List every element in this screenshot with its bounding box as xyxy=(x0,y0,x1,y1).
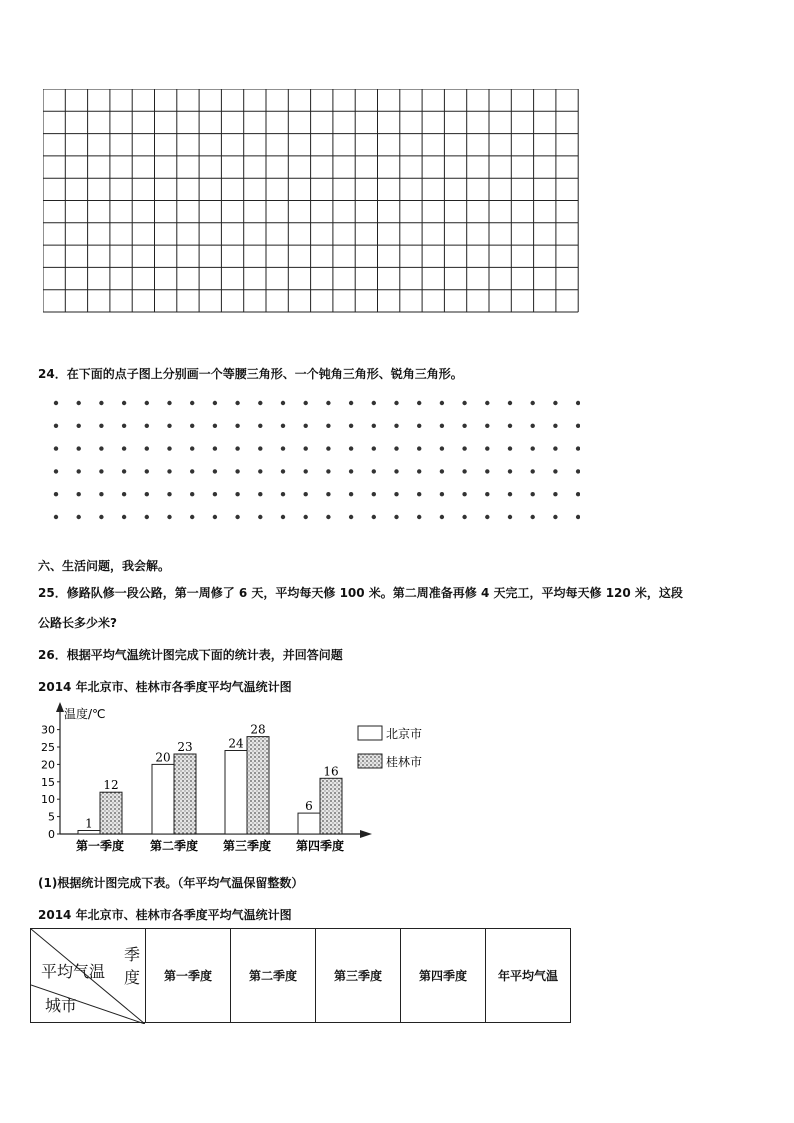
grid-dot xyxy=(167,492,171,496)
grid-dot xyxy=(485,424,489,428)
grid-dot xyxy=(553,401,557,405)
data-label: 16 xyxy=(323,764,339,779)
grid-dot xyxy=(122,515,126,519)
grid-dot xyxy=(576,469,580,473)
grid-dot xyxy=(553,424,557,428)
grid-dot xyxy=(576,492,580,496)
grid-dot xyxy=(258,401,262,405)
grid-dot xyxy=(508,492,512,496)
bar-beijing xyxy=(78,831,100,835)
grid-dot xyxy=(462,469,466,473)
bar-beijing xyxy=(152,764,174,834)
grid-dot xyxy=(326,492,330,496)
grid-dot xyxy=(258,515,262,519)
grid-dot xyxy=(190,424,194,428)
grid-dot xyxy=(281,401,285,405)
grid-dot xyxy=(281,424,285,428)
grid-dot xyxy=(462,401,466,405)
diagonal-header-cell xyxy=(31,929,146,1023)
grid-dot xyxy=(531,515,535,519)
temperature-bar-chart xyxy=(30,700,450,860)
grid-dot xyxy=(258,446,262,450)
bar-beijing xyxy=(298,813,320,834)
header-q4: 第四季度 xyxy=(401,929,486,1023)
grid-dot xyxy=(485,446,489,450)
grid-dot xyxy=(394,424,398,428)
legend-swatch xyxy=(358,754,382,768)
grid-dot xyxy=(304,469,308,473)
chart-title: 2014 年北京市、桂林市各季度平均气温统计图 xyxy=(38,680,292,694)
grid-dot xyxy=(417,515,421,519)
grid-dot xyxy=(167,401,171,405)
dot-grid xyxy=(40,393,580,523)
grid-dot xyxy=(394,492,398,496)
grid-dot xyxy=(258,424,262,428)
data-label: 20 xyxy=(155,750,171,765)
grid-dot xyxy=(576,446,580,450)
grid-dot xyxy=(326,515,330,519)
y-tick-label: 0 xyxy=(48,828,55,841)
grid-dot xyxy=(372,401,376,405)
grid-dot xyxy=(167,446,171,450)
y-axis-label: 温度/℃ xyxy=(64,707,106,721)
grid-dot xyxy=(553,469,557,473)
grid-dot xyxy=(531,401,535,405)
header-annual-avg: 年平均气温 xyxy=(486,929,571,1023)
diag-city-label: 城市 xyxy=(45,996,78,1015)
grid-dot xyxy=(99,401,103,405)
grid-dot xyxy=(167,424,171,428)
grid-dot xyxy=(190,401,194,405)
y-tick-label: 20 xyxy=(41,758,55,772)
grid-dot xyxy=(281,515,285,519)
grid-dot xyxy=(508,469,512,473)
grid-dot xyxy=(440,515,444,519)
grid-dot xyxy=(54,515,58,519)
y-axis-arrow xyxy=(56,702,64,712)
section-6-heading: 六、生活问题，我会解。 xyxy=(38,559,171,573)
grid-dot xyxy=(99,515,103,519)
grid-dot xyxy=(485,469,489,473)
data-label: 12 xyxy=(103,778,119,793)
grid-dot xyxy=(372,469,376,473)
grid-dot xyxy=(349,446,353,450)
category-label: 第三季度 xyxy=(222,839,272,853)
category-label: 第四季度 xyxy=(295,839,345,853)
grid-dot xyxy=(372,446,376,450)
grid-dot xyxy=(508,401,512,405)
grid-dot xyxy=(213,446,217,450)
bar-guilin xyxy=(247,737,269,834)
grid-dot xyxy=(235,424,239,428)
grid-dot xyxy=(531,492,535,496)
data-label: 24 xyxy=(228,736,244,751)
grid-dot xyxy=(281,469,285,473)
grid-dot xyxy=(213,515,217,519)
grid-dot xyxy=(440,446,444,450)
bar-beijing xyxy=(225,751,247,835)
grid-dot xyxy=(417,446,421,450)
grid-dot xyxy=(531,469,535,473)
legend-label: 北京市 xyxy=(386,727,423,741)
grid-dot xyxy=(281,492,285,496)
grid-dot xyxy=(349,424,353,428)
grid-dot xyxy=(54,401,58,405)
question-25-line1: 25．修路队修一段公路，第一周修了 6 天，平均每天修 100 米。第二周准备再修 4 天完工，平均每天修 120 米，这段 xyxy=(38,586,683,600)
grid-dot xyxy=(508,446,512,450)
grid-dot xyxy=(235,401,239,405)
bar-guilin xyxy=(174,754,196,834)
grid-dot xyxy=(145,446,149,450)
grid-dot xyxy=(576,401,580,405)
diag-season-label: 季度 xyxy=(123,945,140,987)
grid-dot xyxy=(326,469,330,473)
grid-dot xyxy=(304,401,308,405)
grid-dot xyxy=(326,424,330,428)
grid-dot xyxy=(417,401,421,405)
question-26: 26．根据平均气温统计图完成下面的统计表，并回答问题 xyxy=(38,648,343,662)
grid-dot xyxy=(531,424,535,428)
grid-dot xyxy=(304,424,308,428)
grid-dot xyxy=(54,469,58,473)
grid-dot xyxy=(553,515,557,519)
grid-dot xyxy=(235,446,239,450)
grid-dot xyxy=(190,515,194,519)
grid-dot xyxy=(531,446,535,450)
grid-dot xyxy=(553,492,557,496)
grid-dot xyxy=(576,515,580,519)
grid-dot xyxy=(122,401,126,405)
diag-temp-label: 平均气温 xyxy=(41,962,106,981)
grid-dot xyxy=(394,446,398,450)
grid-dot xyxy=(417,424,421,428)
grid-dot xyxy=(77,424,81,428)
header-q2: 第二季度 xyxy=(231,929,316,1023)
category-label: 第一季度 xyxy=(75,839,125,853)
grid-dot xyxy=(349,492,353,496)
grid-dot xyxy=(99,446,103,450)
grid-dot xyxy=(77,492,81,496)
table-title: 2014 年北京市、桂林市各季度平均气温统计图 xyxy=(38,908,292,922)
y-tick-label: 30 xyxy=(41,723,55,737)
grid-dot xyxy=(145,469,149,473)
data-label: 23 xyxy=(177,740,193,754)
question-24: 24．在下面的点子图上分别画一个等腰三角形、一个钝角三角形、锐角三角形。 xyxy=(38,367,463,381)
legend-swatch xyxy=(358,726,382,740)
grid-dot xyxy=(54,446,58,450)
grid-dot xyxy=(281,446,285,450)
sub-question-1: (1)根据统计图完成下表。（年平均气温保留整数） xyxy=(38,876,304,890)
grid-dot xyxy=(122,469,126,473)
grid-dot xyxy=(213,424,217,428)
bar-guilin xyxy=(100,792,122,834)
grid-dot xyxy=(77,401,81,405)
grid-dot xyxy=(417,492,421,496)
grid-dot xyxy=(145,401,149,405)
grid-dot xyxy=(440,401,444,405)
grid-dot xyxy=(122,492,126,496)
grid-dot xyxy=(417,469,421,473)
grid-dot xyxy=(576,424,580,428)
grid-dot xyxy=(508,424,512,428)
grid-dot xyxy=(99,492,103,496)
grid-dot xyxy=(440,469,444,473)
grid-dot xyxy=(304,446,308,450)
grid-dot xyxy=(122,446,126,450)
grid-dot xyxy=(190,469,194,473)
grid-dot xyxy=(462,492,466,496)
grid-dot xyxy=(167,469,171,473)
data-label: 28 xyxy=(250,722,266,737)
grid-dot xyxy=(304,492,308,496)
grid-dot xyxy=(190,492,194,496)
grid-dot xyxy=(304,515,308,519)
grid-dot xyxy=(99,424,103,428)
grid-dot xyxy=(145,424,149,428)
grid-dot xyxy=(77,469,81,473)
question-25-line2: 公路长多少米? xyxy=(38,616,117,630)
grid-dot xyxy=(235,492,239,496)
y-tick-label: 25 xyxy=(41,741,55,754)
grid-dot xyxy=(485,492,489,496)
grid-dot xyxy=(145,492,149,496)
y-tick-label: 15 xyxy=(41,775,55,789)
grid-dot xyxy=(326,446,330,450)
category-label: 第二季度 xyxy=(149,839,199,853)
grid-dot xyxy=(349,401,353,405)
legend-label: 桂林市 xyxy=(386,755,423,769)
y-tick-label: 5 xyxy=(48,810,55,824)
blank-grid xyxy=(43,89,579,313)
grid-dot xyxy=(508,515,512,519)
grid-dot xyxy=(440,492,444,496)
grid-dot xyxy=(394,515,398,519)
grid-dot xyxy=(394,401,398,405)
bar-guilin xyxy=(320,778,342,834)
grid-dot xyxy=(462,446,466,450)
grid-dot xyxy=(349,469,353,473)
grid-dot xyxy=(235,515,239,519)
header-q3: 第三季度 xyxy=(316,929,401,1023)
grid-dot xyxy=(213,492,217,496)
grid-dot xyxy=(213,469,217,473)
stats-table xyxy=(30,928,571,1023)
grid-dot xyxy=(485,515,489,519)
grid-dot xyxy=(122,424,126,428)
header-q1: 第一季度 xyxy=(146,929,231,1023)
grid-dot xyxy=(485,401,489,405)
grid-dot xyxy=(54,492,58,496)
grid-dot xyxy=(213,401,217,405)
grid-dot xyxy=(462,424,466,428)
grid-dot xyxy=(77,515,81,519)
grid-dot xyxy=(77,446,81,450)
grid-dot xyxy=(167,515,171,519)
grid-dot xyxy=(349,515,353,519)
data-label: 1 xyxy=(85,816,93,831)
grid-dot xyxy=(99,469,103,473)
grid-dot xyxy=(394,469,398,473)
grid-dot xyxy=(372,492,376,496)
grid-dot xyxy=(258,492,262,496)
grid-dot xyxy=(326,401,330,405)
grid-dot xyxy=(462,515,466,519)
y-tick-label: 10 xyxy=(41,793,55,807)
grid-dot xyxy=(145,515,149,519)
grid-dot xyxy=(372,424,376,428)
grid-dot xyxy=(235,469,239,473)
grid-dot xyxy=(553,446,557,450)
grid-dot xyxy=(54,424,58,428)
grid-dot xyxy=(372,515,376,519)
grid-dot xyxy=(190,446,194,450)
grid-dot xyxy=(258,469,262,473)
data-label: 6 xyxy=(305,799,313,814)
x-axis-arrow xyxy=(360,830,372,838)
grid-dot xyxy=(440,424,444,428)
